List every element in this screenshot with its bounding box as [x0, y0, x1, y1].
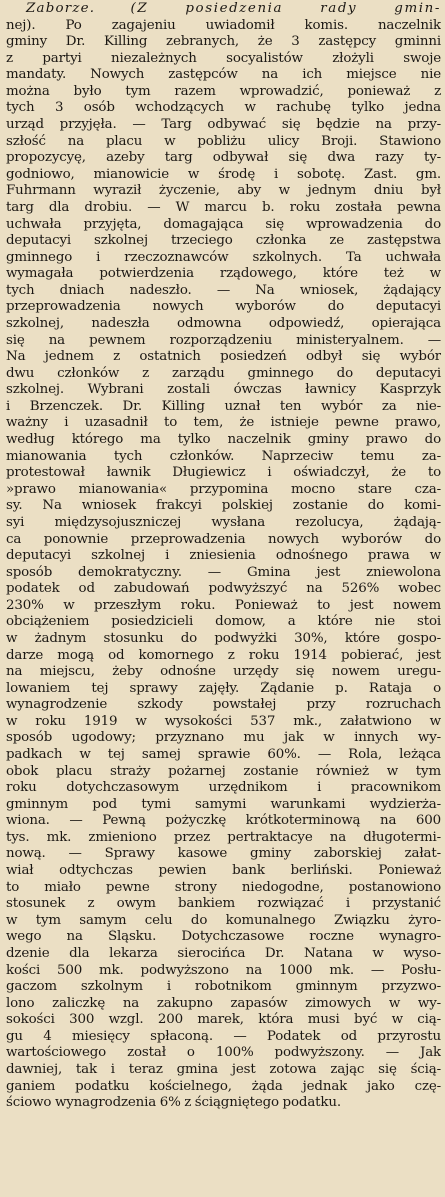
article-line: wymagała potwierdzenia rządowego, które też w [6, 266, 441, 282]
article-line: w roku 1919 w wysokości 537 mk., załatwiono w [6, 713, 441, 729]
article-line: dwu członków z zarządu gminnego do deputacyi [6, 365, 441, 381]
article-line: tys. mk. zmieniono przez pertraktacye na długotermi- [6, 829, 441, 845]
article-line: na miejscu, żeby odnośne urzędy się nowem uregu- [6, 664, 441, 680]
article-line: darze mogą od komornego z roku 1914 pobierać, jest [6, 647, 441, 663]
article-line: gu 4 miesięcy spłaconą. — Podatek od przyrostu [6, 1028, 441, 1044]
article-line: »prawo mianowania« przypomina mocno stare cza- [6, 481, 441, 497]
article-line: godniowo, mianowicie w środę i sobotę. Zast. gm. [6, 166, 441, 182]
article-line: przeprowadzenia nowych wyborów do deputacyi [6, 299, 441, 315]
article-line: sposób ugodowy; przyznano mu jak w innych wy- [6, 730, 441, 746]
article-line: stosunek z owym bankiem rozwiązać i przystanić [6, 896, 441, 912]
article-line: deputacyi szkolnej trzeciego członka ze zastępstwa [6, 233, 441, 249]
article-line: obciążeniem posiedzicieli domow, a które nie stoi [6, 614, 441, 630]
article-line: podatek od zabudowań podwyższyć na 526% wobec [6, 581, 441, 597]
article-line: i Brzenczek. Dr. Killing uznał ten wybór za nie- [6, 398, 441, 414]
article-line: lono zaliczkę na zakupno zapasów zimowych w wy- [6, 995, 441, 1011]
news-article [6, 1, 441, 1112]
article-line: syi międzysojuszniczej wysłana rezolucya, żądają- [6, 514, 441, 530]
article-line: można było tym razem wprowadzić, ponieważ z [6, 83, 441, 99]
article-line: gminy Dr. Killing zebranych, że 3 zastępcy gminni [6, 34, 441, 50]
article-line: mandaty. Nowych zastępców na ich miejsce nie [6, 67, 441, 83]
article-line: ściowo wynagrodzenia 6% z ściągniętego podatku. [6, 1095, 341, 1111]
article-line: protestował ławnik Długiewicz i oświadczył, że to [6, 465, 441, 481]
article-line: według którego ma tylko naczelnik gminy prawo do [6, 432, 441, 448]
article-line: nową. — Sprawy kasowe gminy zaborskiej załat- [6, 846, 441, 862]
article-line: dawniej, tak i teraz gmina jest zotowa zając się ścią- [6, 1062, 441, 1077]
article-line: targ dla drobiu. — W marcu b. roku została pewna [6, 199, 441, 215]
article-line: szłość na placu w pobliżu ulicy Broji. Stawiono [6, 133, 441, 149]
article-line: w żadnym stosunku do podwyżki 30%, które gospo- [6, 630, 441, 646]
article-line: wiał odtychczas pewien bank berliński. Ponieważ [6, 863, 441, 879]
article-line: z partyi niezależnych socyalistów złożyli swoje [6, 50, 441, 66]
article-line: 230% w przeszłym roku. Ponieważ to jest nowem [6, 597, 441, 613]
article-line: sy. Na wniosek frakcyi polskiej zostanie do komi- [6, 498, 441, 514]
article-line: szkolnej. Wybrani zostali ówczas ławnicy Kasprzyk [6, 382, 441, 398]
article-line: wiona. — Pewną pożyczkę krótkoterminową na 600 [6, 813, 441, 829]
article-heading-spaced: (Z posiedzenia rady gmin- [130, 1, 441, 16]
article-line: roku dotychczasowym urzędnikom i pracownikom [6, 780, 441, 796]
article-line: ważny i uzasadnił to tem, że istnieje pewne prawo, [6, 415, 441, 431]
article-line: dzenie dla lekarza sierocińca Dr. Natana w wyso- [6, 945, 441, 961]
article-line: Fuhrmann wyraził życzenie, aby w jednym dniu był [6, 183, 441, 199]
article-line: propozycyę, azeby targ odbywał się dwa razy ty- [6, 150, 441, 166]
article-line: się na pewnem rozporządzeniu ministeryalnem. — [6, 332, 441, 348]
article-line: kości 500 mk. podwyższono na 1000 mk. — Posłu- [6, 962, 441, 978]
article-line: w tym samym celu do komunalnego Związku żyro- [6, 912, 441, 928]
article-line: szkolnej, nadeszła odmowna odpowiedź, opierająca [6, 315, 441, 331]
article-line: gaczom szkolnym i robotnikom gminnym przyzwo- [6, 979, 441, 995]
article-line: uchwała przyjęta, domagająca się wprowadzenia do [6, 216, 441, 232]
article-line: padkach w tej samej sprawie 60%. — Rola, leżąca [6, 747, 441, 763]
article-line: obok placu straży pożarnej zostanie również w tym [6, 763, 441, 779]
article-line: tych 3 osób wchodzących w rachubę tylko jedna [6, 100, 441, 116]
article-line: wego na Śląsku. Dotychczasowe roczne wynagro- [6, 929, 441, 945]
article-line: gminnego i rzeczoznawców szkolnych. Ta uchwała [6, 249, 441, 265]
article-line: wartościowego został o 100% podwyższony. — Jak [6, 1045, 441, 1061]
article-line: nej). Po zagajeniu uwiadomił komis. naczelnik [6, 17, 441, 33]
article-line: gminnym pod tymi samymi warunkami wydzierża- [6, 796, 441, 812]
article-line: deputacyi szkolnej i zniesienia odnośnego prawa w [6, 548, 441, 564]
article-line: sposób demokratyczny. — Gmina jest zniewolona [6, 564, 441, 580]
article-line: Na jednem z ostatnich posiedzeń odbył się wybór [6, 349, 441, 365]
article-line: sokości 300 wzgl. 200 marek, która musi być w cią- [6, 1012, 441, 1028]
article-line: mianowania tych członków. Naprzeciw temu za- [6, 448, 441, 464]
article-line: ca ponownie przeprowadzenia nowych wyborów do [6, 531, 441, 547]
article-line: wynagrodzenie szkody powstałej przy rozruchach [6, 697, 441, 713]
article-heading-line [6, 1, 441, 18]
article-line: lowaniem tej sprawy zajęły. Żądanie p. Rataja o [6, 680, 441, 696]
article-headword: Zaborze. [26, 1, 96, 16]
article-line: urząd przyjęła. — Targ odbywać się będzie na przy- [6, 117, 441, 133]
article-line: ganiem podatku kościelnego, żąda jednak jako czę- [6, 1078, 441, 1094]
article-line: tych dniach nadeszło. — Na wniosek, żądający [6, 282, 441, 298]
article-line: to miało pewne strony niedogodne, postanowiono [6, 879, 441, 895]
